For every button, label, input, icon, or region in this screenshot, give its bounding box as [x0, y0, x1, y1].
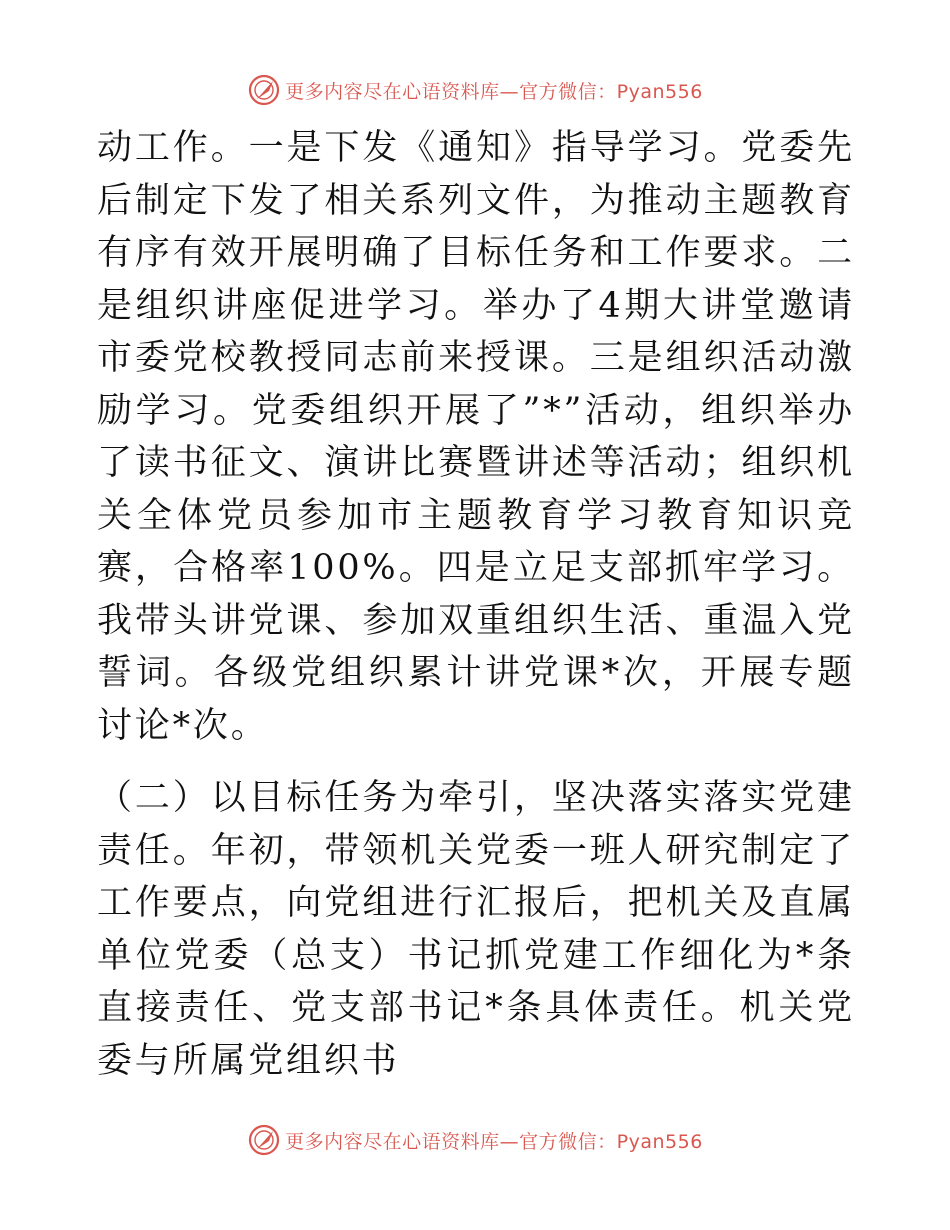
header-watermark — [0, 70, 950, 110]
paragraph-1: 动工作。一是下发《通知》指导学习。党委先后制定下发了相关系列文件，为推动主题教育有序有效开展明确了目标任务和工作要求。二是组织讲座促进学习。举办了4期大讲堂邀请市委党校教授同志前来授课。三是组织活动激励学习。党委组织开展了”*”活动，组织举办了读书征文、演讲比赛暨讲述等活动；组织机关全体党员参加市主题教育学习教育知识竞赛，合格率100%。四是立足支部抓牢学习。我带头讲党课、参加双重组织生活、重温入党誓词。各级党组织累计讲党课*次，开展专题讨论*次。 — [97, 128, 855, 746]
quill-logo-icon — [247, 1123, 281, 1157]
quill-logo-icon — [247, 73, 281, 107]
document-body — [97, 122, 855, 1087]
watermark-text: 更多内容尽在心语资料库—官方微信：Pyan556 — [285, 80, 703, 103]
footer-watermark — [0, 1120, 950, 1160]
paragraph-2: （二）以目标任务为牵引，坚决落实落实党建责任。年初，带领机关党委一班人研究制定了工作要点，向党组进行汇报后，把机关及直属单位党委（总支）书记抓党建工作细化为*条直接责任、党支部书记*条具体责任。机关党委与所属党组织书 — [97, 778, 855, 1081]
watermark-text: 更多内容尽在心语资料库—官方微信：Pyan556 — [285, 1130, 703, 1153]
